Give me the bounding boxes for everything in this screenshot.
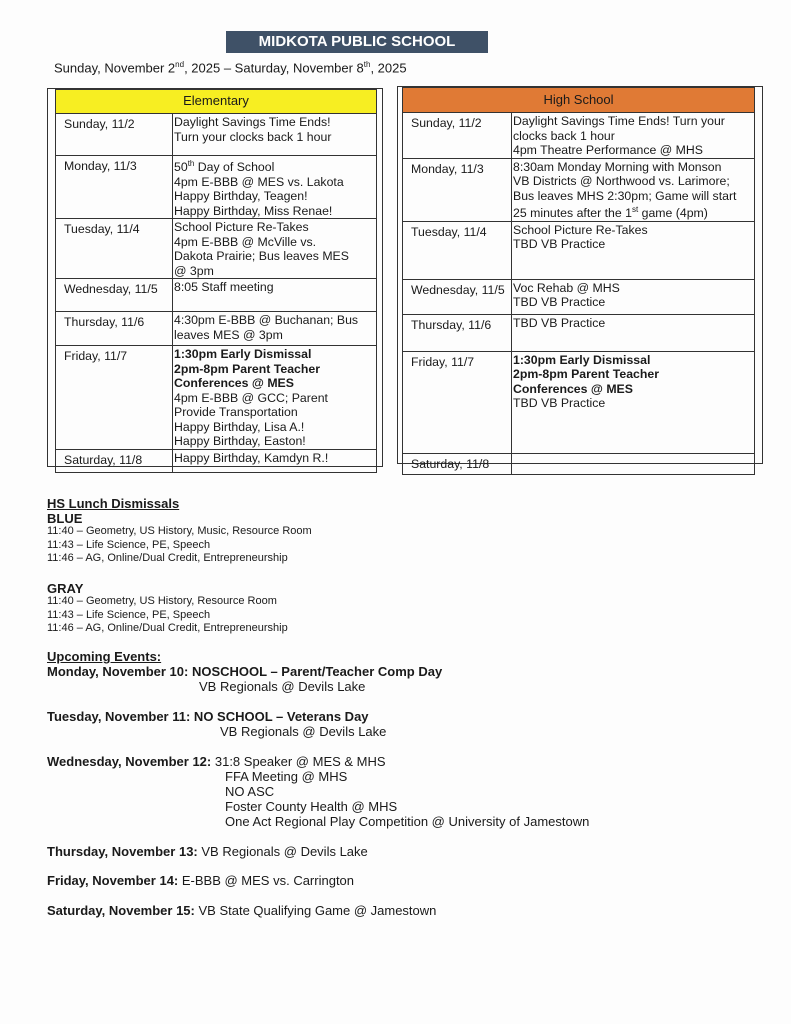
event-line	[513, 203, 753, 221]
events-cell	[512, 351, 755, 453]
end-sup: th	[363, 60, 371, 69]
blue-lines	[47, 525, 312, 566]
day-cell: Wednesday, 11/5	[56, 279, 173, 312]
events-cell	[173, 279, 377, 312]
events-cell	[512, 221, 755, 279]
gray-lines	[47, 595, 288, 636]
event-line: Bus leaves MHS 2:30pm; Game will start	[513, 188, 737, 203]
day-cell: Saturday, 11/8	[56, 450, 173, 473]
events-cell	[173, 450, 377, 473]
event-text: game (4pm)	[638, 206, 708, 221]
day-cell: Monday, 11/3	[403, 158, 512, 221]
events-cell	[173, 156, 377, 219]
event-line: Provide Transportation	[174, 405, 298, 420]
event-line: Conferences @ MES	[513, 381, 633, 396]
events-cell	[512, 314, 755, 351]
event-line: TBD VB Practice	[513, 315, 606, 330]
event-line: 4pm E-BBB @ GCC; Parent	[174, 390, 328, 405]
event-text: FFA Meeting @ MHS	[225, 769, 348, 784]
schedule-row	[403, 351, 755, 453]
event-line: TBD VB Practice	[513, 396, 606, 411]
event-line: Happy Birthday, Easton!	[174, 434, 306, 449]
event-line: 4pm E-BBB @ McVille vs.	[174, 234, 317, 249]
day-cell: Sunday, 11/2	[56, 114, 173, 156]
end-year: , 2025	[370, 60, 407, 76]
sup: st	[631, 205, 639, 214]
event-line: Happy Birthday, Teagen!	[174, 189, 308, 204]
event-text: E-BBB @ MES vs. Carrington	[178, 873, 355, 888]
event-line: Happy Birthday, Miss Renae!	[174, 203, 333, 218]
event-text: NO ASC	[225, 784, 275, 799]
schedule-row	[403, 221, 755, 279]
schedule-row	[56, 219, 377, 279]
schedule-row	[56, 114, 377, 156]
event-num: 50	[174, 160, 188, 175]
schedule-row	[56, 450, 377, 473]
event-line	[174, 157, 375, 175]
event-line: 1:30pm Early Dismissal	[174, 347, 312, 362]
event-text: 31:8 Speaker @ MES & MHS	[211, 754, 386, 769]
event-line: 4pm E-BBB @ MES vs. Lakota	[174, 174, 344, 189]
start-sup: nd	[175, 60, 185, 69]
event-line: 4pm Theatre Performance @ MHS	[513, 143, 703, 157]
event-line: VB Districts @ Northwood vs. Larimore;	[513, 174, 730, 188]
range-mid: , 2025 – Saturday, November 8	[184, 60, 364, 76]
event-saturday	[47, 903, 436, 918]
day-cell: Friday, 11/7	[403, 351, 512, 453]
event-text: NO SCHOOL – Veterans Day	[190, 709, 369, 724]
event-text: 25 minutes after the 1	[513, 206, 632, 221]
event-line: 4:30pm E-BBB @ Buchanan; Bus	[174, 313, 359, 328]
event-date: Friday, November 14:	[47, 873, 179, 888]
event-line: Happy Birthday, Lisa A.!	[174, 419, 305, 434]
day-cell: Tuesday, 11/4	[56, 219, 173, 279]
day-cell: Sunday, 11/2	[403, 113, 512, 159]
event-text: VB Regionals @ Devils Lake	[199, 679, 366, 694]
events-cell	[173, 346, 377, 450]
event-line: @ 3pm	[174, 263, 214, 278]
event-friday	[47, 873, 354, 888]
event-line: TBD VB Practice	[513, 295, 606, 310]
event-line: School Picture Re-Takes	[513, 222, 648, 237]
event-text: VB Regionals @ Devils Lake	[220, 724, 387, 739]
schedule-row	[403, 279, 755, 314]
lunch-line: 11:43 – Life Science, PE, Speech	[47, 608, 211, 621]
event-date: Wednesday, November 12:	[47, 754, 212, 769]
event-line: 8:05 Staff meeting	[174, 280, 274, 295]
day-cell: Friday, 11/7	[56, 346, 173, 450]
events-cell	[512, 279, 755, 314]
day-cell: Saturday, 11/8	[403, 453, 512, 474]
event-line: TBD VB Practice	[513, 237, 606, 252]
event-text: NOSCHOOL – Parent/Teacher Comp Day	[188, 664, 443, 679]
day-cell: Thursday, 11/6	[403, 314, 512, 351]
event-text: Day of School	[194, 160, 275, 175]
event-line: Voc Rehab @ MHS	[513, 280, 620, 295]
event-line: School Picture Re-Takes	[174, 220, 309, 235]
week-date-range	[54, 60, 407, 75]
schedule-row	[56, 346, 377, 450]
elementary-header: Elementary	[56, 90, 377, 114]
event-line: Happy Birthday, Kamdyn R.!	[174, 451, 329, 466]
blue-label: BLUE	[47, 511, 83, 526]
event-date: Monday, November 10:	[47, 664, 189, 679]
event-text: VB Regionals @ Devils Lake	[197, 844, 368, 859]
events-cell	[512, 158, 755, 221]
schedule-row	[56, 312, 377, 346]
event-line: 8:30am Monday Morning with Monson	[513, 159, 722, 174]
upcoming-title: Upcoming Events:	[47, 649, 162, 664]
event-line: Conferences @ MES	[174, 376, 294, 391]
schedule-row	[56, 279, 377, 312]
day-cell: Wednesday, 11/5	[403, 279, 512, 314]
high-school-header: High School	[403, 88, 755, 113]
event-line: leaves MES @ 3pm	[174, 327, 283, 342]
lunch-line: 11:40 – Geometry, US History, Music, Resource Room	[47, 525, 312, 537]
lunch-line: 11:46 – AG, Online/Dual Credit, Entrepreneurship	[47, 552, 288, 564]
event-line: 2pm-8pm Parent Teacher	[513, 367, 660, 382]
events-cell	[173, 114, 377, 156]
event-date: Saturday, November 15:	[47, 903, 195, 918]
start-date: Sunday, November 2	[54, 60, 176, 76]
event-text: One Act Regional Play Competition @ University of Jamestown	[225, 814, 590, 829]
lunch-line: 11:43 – Life Science, PE, Speech	[47, 538, 211, 551]
high-school-schedule-table	[402, 87, 755, 475]
event-text: VB State Qualifying Game @ Jamestown	[194, 903, 437, 918]
events-cell	[173, 312, 377, 346]
gray-label: GRAY	[47, 581, 84, 596]
event-tuesday	[47, 709, 369, 724]
event-line: Daylight Savings Time Ends!	[174, 115, 331, 129]
school-title-banner: MIDKOTA PUBLIC SCHOOL	[226, 31, 488, 53]
schedule-row	[403, 113, 755, 159]
event-line: Turn your clocks back 1 hour	[174, 129, 332, 144]
event-line: Daylight Savings Time Ends! Turn your	[513, 114, 725, 128]
schedule-row	[403, 453, 755, 474]
event-line: clocks back 1 hour	[513, 128, 615, 143]
day-cell: Thursday, 11/6	[56, 312, 173, 346]
schedule-row	[56, 156, 377, 219]
events-cell	[173, 219, 377, 279]
event-thursday	[47, 844, 368, 859]
elementary-schedule-table	[55, 89, 377, 473]
event-line: 2pm-8pm Parent Teacher	[174, 361, 321, 376]
event-line: Dakota Prairie; Bus leaves MES	[174, 249, 349, 264]
event-wednesday	[47, 754, 386, 769]
event-line: 1:30pm Early Dismissal	[513, 352, 651, 367]
event-monday	[47, 664, 442, 679]
wednesday-more	[225, 769, 589, 829]
events-cell	[512, 113, 755, 159]
schedule-row	[403, 158, 755, 221]
events-cell	[512, 453, 755, 474]
event-text: Foster County Health @ MHS	[225, 799, 398, 814]
lunch-line: 11:46 – AG, Online/Dual Credit, Entrepreneurship	[47, 622, 288, 634]
event-date: Thursday, November 13:	[47, 844, 198, 859]
lunch-line: 11:40 – Geometry, US History, Resource Room	[47, 595, 277, 607]
event-date: Tuesday, November 11:	[47, 709, 191, 724]
sup: th	[187, 159, 195, 168]
day-cell: Monday, 11/3	[56, 156, 173, 219]
day-cell: Tuesday, 11/4	[403, 221, 512, 279]
lunch-title: HS Lunch Dismissals	[47, 496, 180, 511]
schedule-row	[403, 314, 755, 351]
